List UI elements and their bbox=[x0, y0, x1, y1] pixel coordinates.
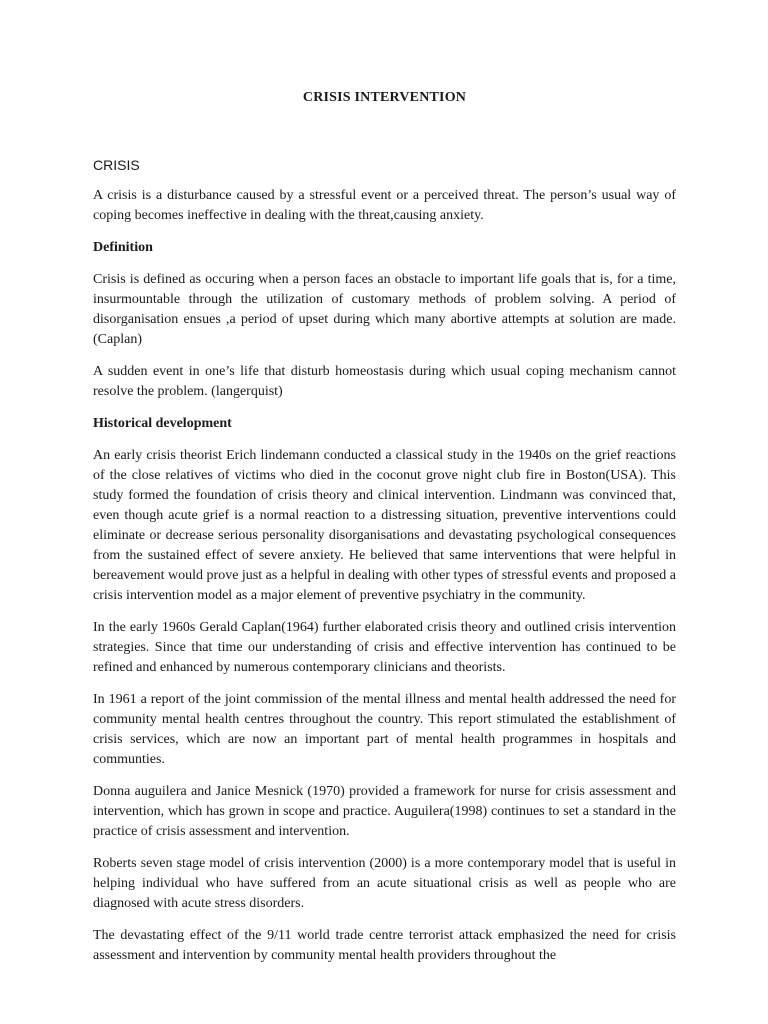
history-paragraph-roberts: Roberts seven stage model of crisis intervention (2000) is a more contemporary model that is useful in helping individual who have suffered from an acute situational crisis as well as people who are diagnosed with acute stress disorders. bbox=[93, 856, 676, 911]
history-paragraph-caplan: In the early 1960s Gerald Caplan(1964) further elaborated crisis theory and outlined crisis intervention strategies. Since that time our understanding of crisis and effective intervention has continued to be refined and enhanced by numerous contemporary clinicians and theorists. bbox=[93, 620, 676, 675]
document-title: CRISIS INTERVENTION bbox=[302, 90, 467, 105]
definition-paragraph-langerquist: A sudden event in one’s life that disturb homeostasis during which usual coping mechanism cannot resolve the problem. (langerquist) bbox=[93, 364, 676, 399]
history-paragraph-joint-commission: In 1961 a report of the joint commission of the mental illness and mental health addressed the need for community mental health centres throughout the country. This report stimulated the establishment of crisis services, which are now an important part of mental health programmes in hospitals and communties. bbox=[93, 692, 676, 767]
definition-paragraph-caplan: Crisis is defined as occuring when a person faces an obstacle to important life goals that is, for a time, insurmountable through the utilization of customary methods of problem solving. A period of disorganisation ensues ,a period of upset during which many abortive attempts at solution are made. (Caplan) bbox=[93, 272, 676, 347]
history-paragraph-auguilera: Donna auguilera and Janice Mesnick (1970) provided a framework for nurse for crisis assessment and intervention, which has grown in scope and practice. Auguilera(1998) continues to set a standard in the practice of crisis assessment and intervention. bbox=[93, 784, 676, 839]
intro-paragraph: A crisis is a disturbance caused by a stressful event or a perceived threat. The person’s usual way of coping becomes ineffective in dealing with the threat,causing anxiety. bbox=[93, 188, 676, 223]
history-paragraph-9-11: The devastating effect of the 9/11 world trade centre terrorist attack emphasized the need for crisis assessment and intervention by community mental health providers throughout the bbox=[93, 928, 676, 963]
document-page bbox=[93, 88, 676, 978]
definition-heading: Definition bbox=[93, 240, 153, 255]
history-heading: Historical development bbox=[93, 416, 232, 431]
history-paragraph-lindemann: An early crisis theorist Erich lindemann conducted a classical study in the 1940s on the grief reactions of the close relatives of victims who died in the coconut grove night club fire in Boston(USA). This study formed the foundation of crisis theory and clinical intervention. Lindmann was convinced that, even though acute grief is a normal reaction to a distressing situation, preventive interventions could eliminate or decrease serious personality disorganisations and devastating psychological consequences from the sustained effect of severe anxiety. He believed that same interventions that were helpful in bereavement would prove just as a helpful in dealing with other types of stressful events and proposed a crisis intervention model as a major element of preventive psychiatry in the community. bbox=[93, 448, 676, 603]
section-label-crisis: CRISIS bbox=[93, 157, 140, 173]
